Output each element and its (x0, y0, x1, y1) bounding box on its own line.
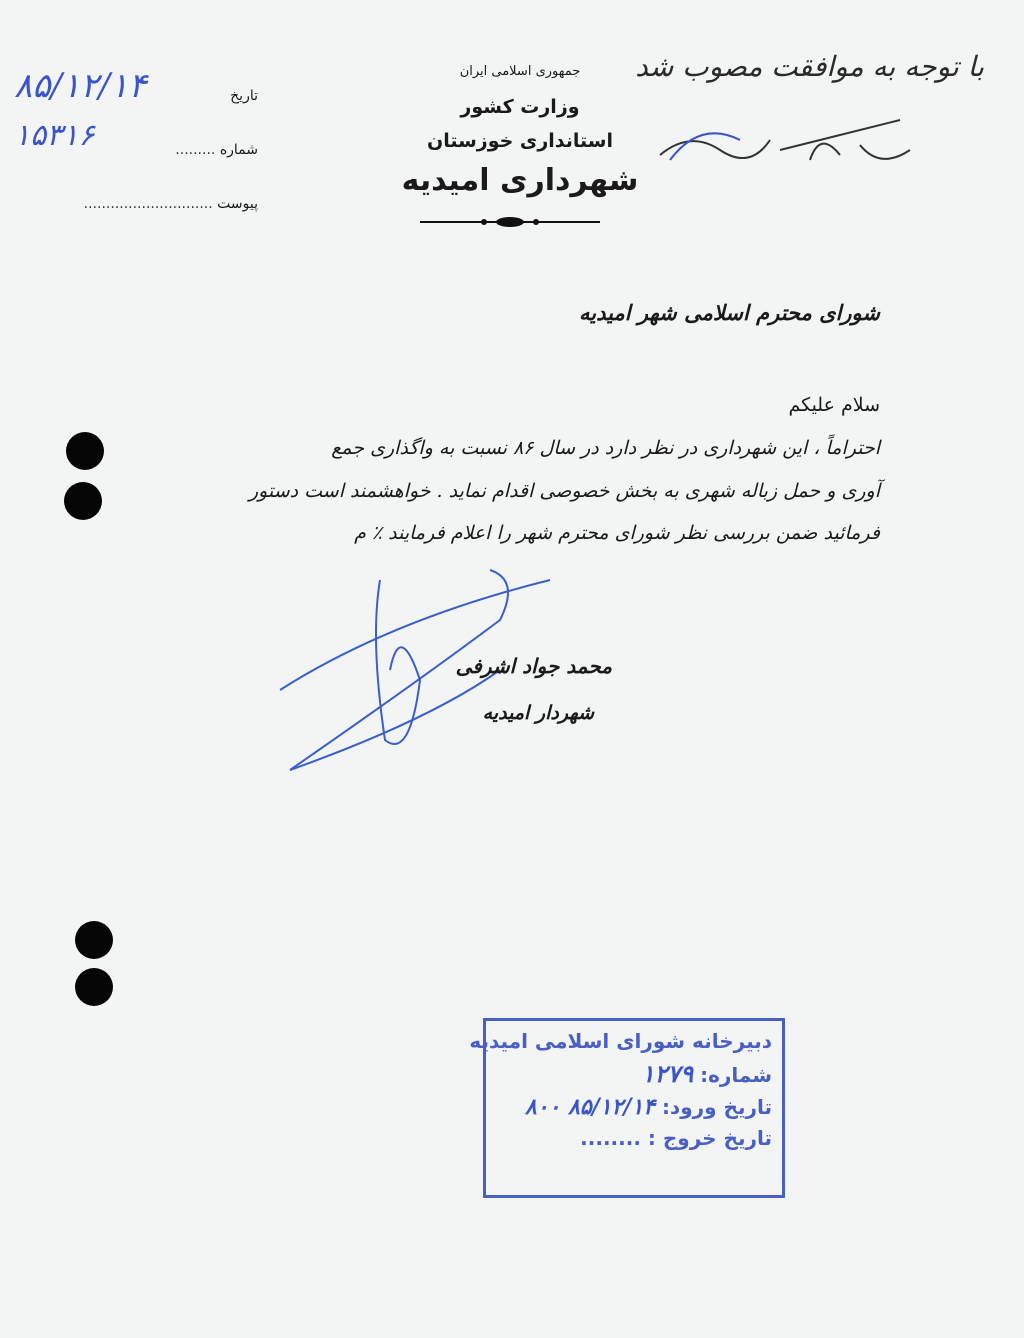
ornament-divider (420, 214, 600, 230)
recipient: شورای محترم اسلامی شهر امیدیه (579, 300, 880, 325)
handwritten-number: ۱۵۳۱۶ (14, 118, 95, 153)
signer-title: شهردار امیدیه (482, 702, 594, 724)
greeting: سلام علیکم (788, 394, 880, 416)
punch-hole (75, 921, 113, 959)
handwritten-date: ۸۵/۱۲/۱۴ (14, 66, 147, 106)
signer-name: محمد جواد اشرفی (455, 654, 612, 678)
punch-hole (64, 482, 102, 520)
attachment-field: پیوست ............................. (83, 196, 258, 212)
punch-hole (75, 968, 113, 1006)
attachment-label: پیوست (217, 196, 258, 212)
body-line: احتراماً ، این شهرداری در نظر دارد در سال ۸۶ نسبت به واگذاری جمع (331, 437, 880, 459)
body-line: آوری و حمل زباله شهری به بخش خصوصی اقدام نماید . خواهشمند است دستور (248, 480, 880, 502)
stamp-entry-date-label: تاریخ ورود: (661, 1095, 772, 1119)
body-line: فرمائید ضمن بررسی نظر شورای محترم شهر را اعلام فرمایند ٪ م (354, 522, 880, 544)
handwritten-margin-note: با توجه به موافقت مصوب شد (635, 50, 984, 83)
letterhead-ministry: وزارت کشور (460, 96, 580, 118)
letterhead-country: جمهوری اسلامی ایران (459, 64, 581, 79)
date-field (230, 88, 258, 104)
stamp-number-label: شماره: (700, 1063, 772, 1087)
stamp-exit-date-value: ........ (580, 1126, 641, 1150)
letterhead-governorate: استانداری خوزستان (426, 130, 613, 152)
letterhead-municipality: شهرداری امیدیه (401, 163, 639, 198)
punch-hole (66, 432, 104, 470)
stamp-exit-date (496, 1126, 772, 1150)
stamp-entry-date (496, 1094, 772, 1120)
stamp-entry-date-value: ۸۵/۱۲/۱۴ ۸۰۰ (524, 1094, 655, 1120)
stamp-number-value: ۱۲۷۹ (641, 1059, 694, 1088)
date-label: تاریخ (230, 88, 258, 104)
secretariat-stamp (469, 1018, 785, 1198)
number-field: شماره ......... (175, 142, 258, 158)
stamp-exit-date-label: تاریخ خروج : (647, 1126, 772, 1150)
number-label: شماره (219, 142, 258, 158)
margin-note-scribble (650, 100, 920, 180)
stamp-title: دبیرخانه شورای اسلامی امیدیه (469, 1029, 772, 1053)
stamp-number (496, 1059, 772, 1088)
